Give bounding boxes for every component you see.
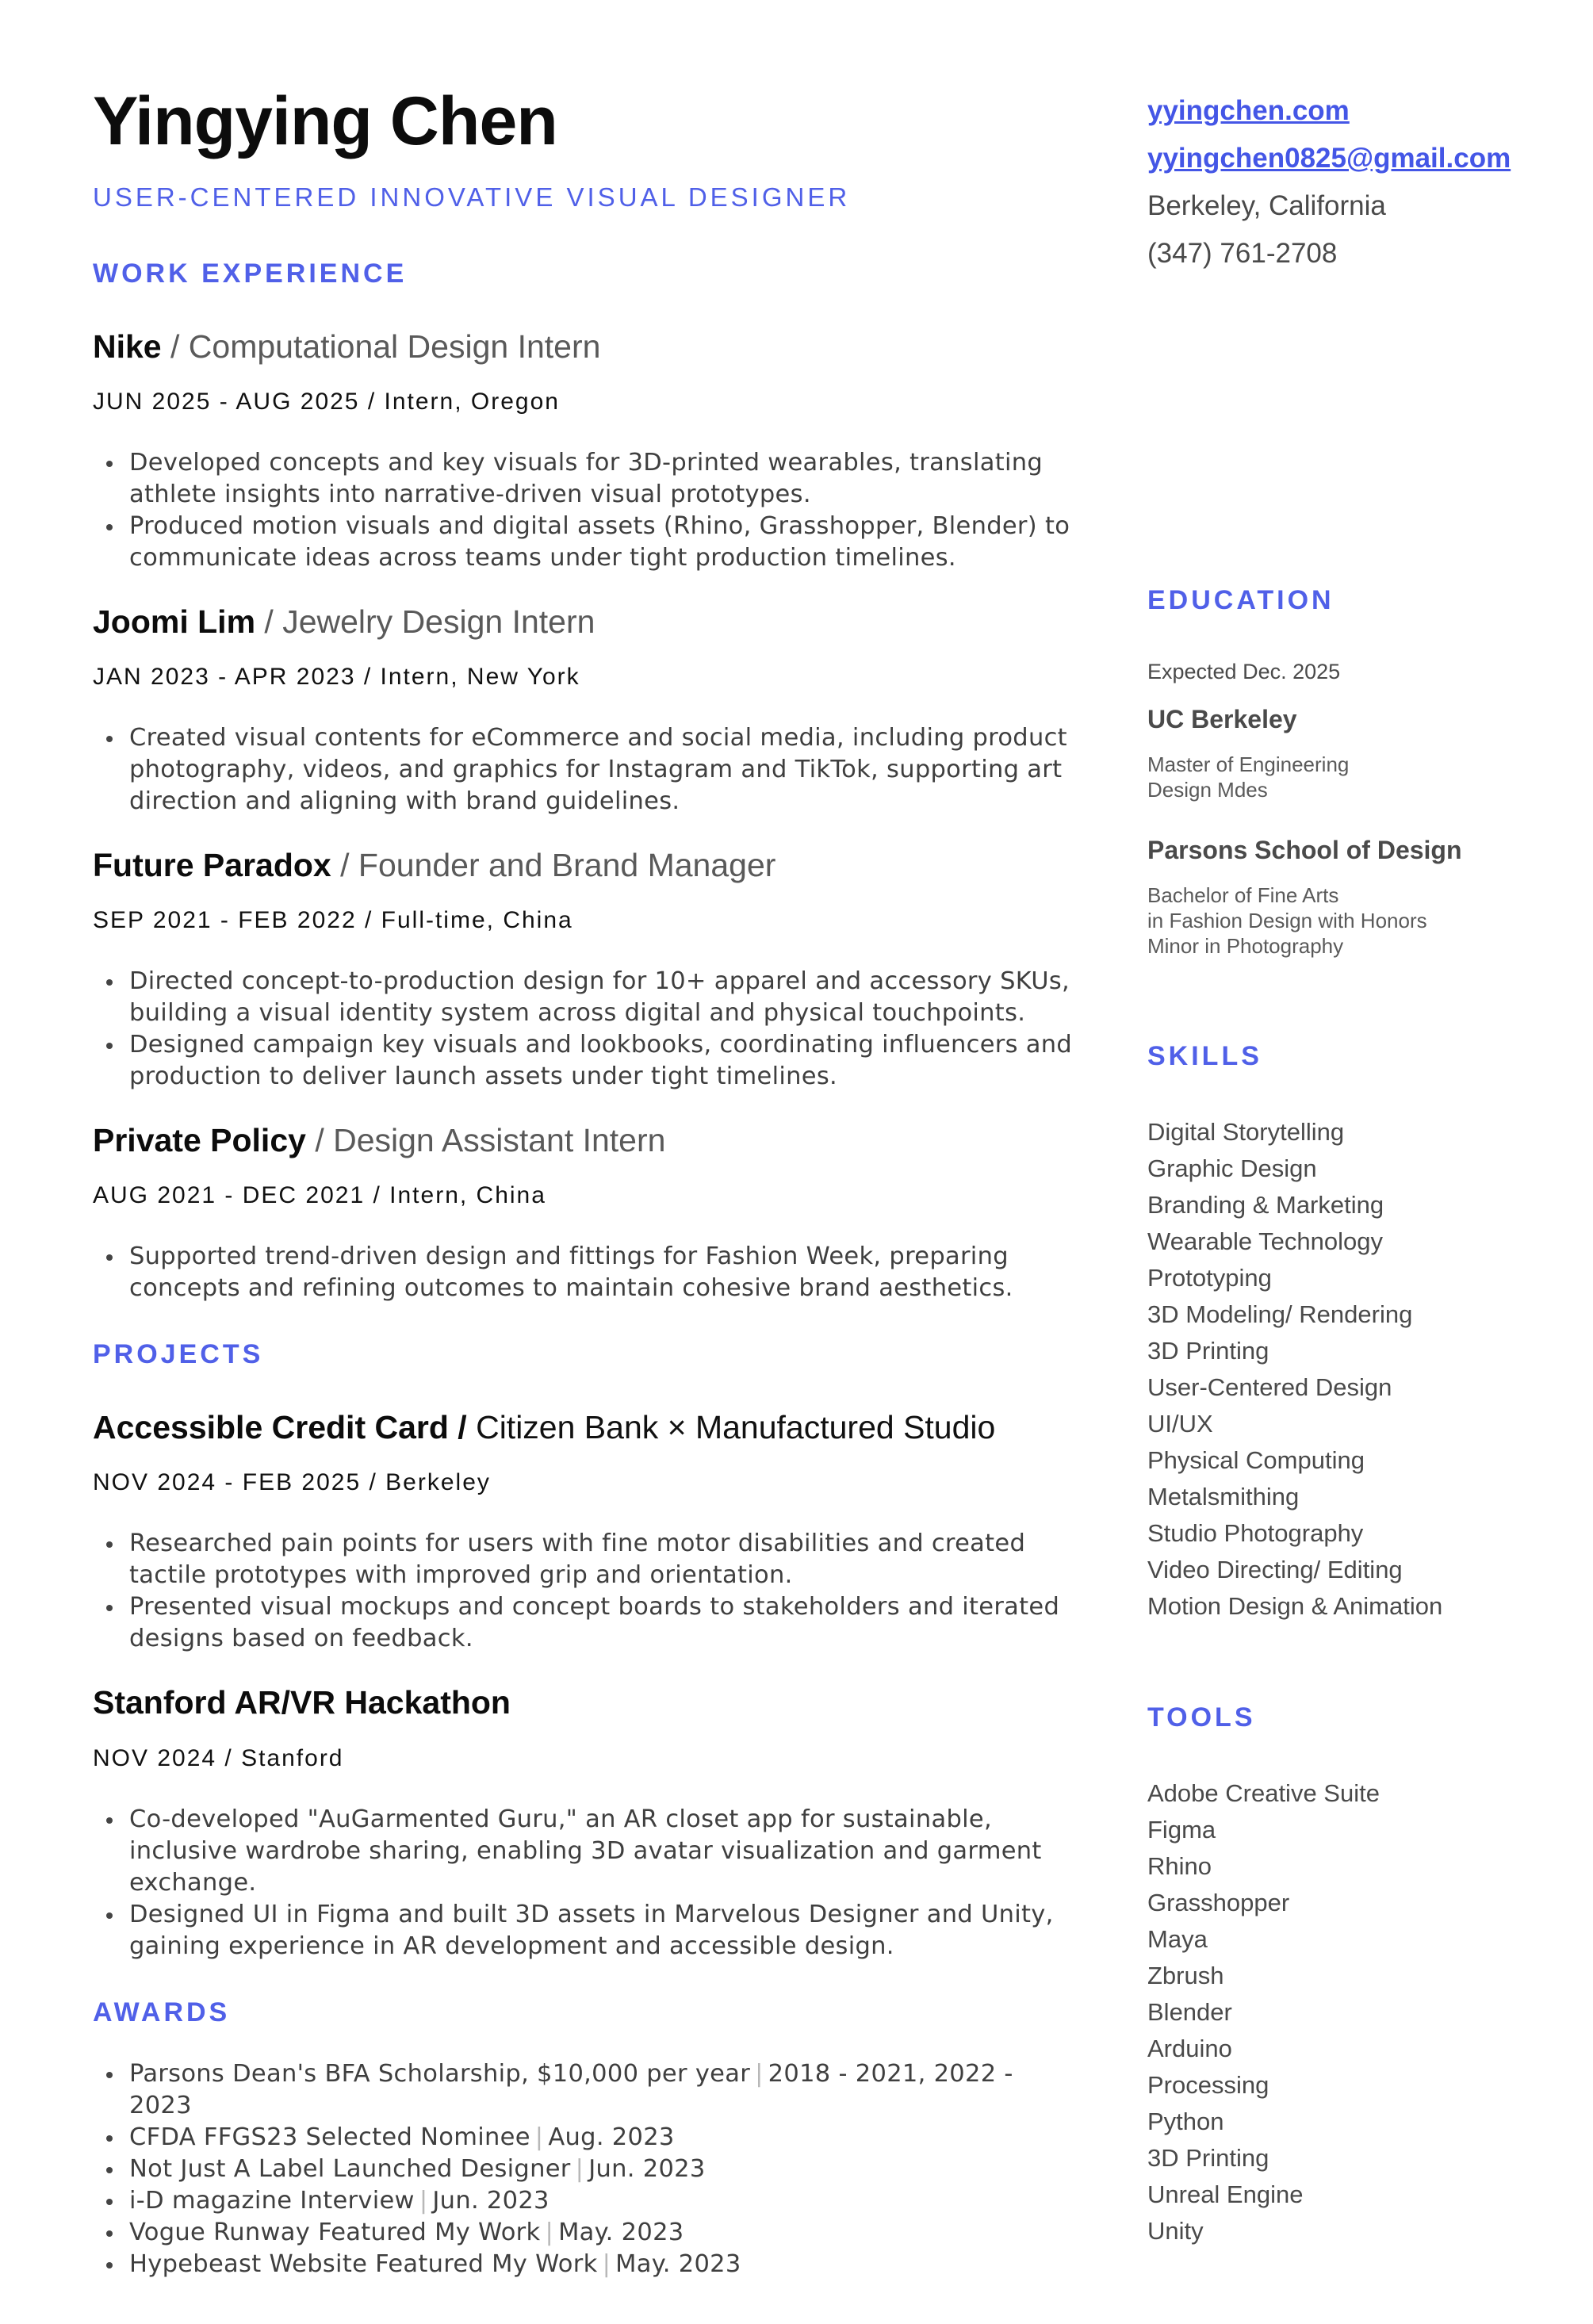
bullet-item: Created visual contents for eCommerce and social media, including product photography, videos, and graphics for Instagram and TikTok, supporting art direction and aligning with brand guidelines. xyxy=(93,722,1076,817)
entry-role: / Founder and Brand Manager xyxy=(331,847,776,884)
tool-item: Grasshopper xyxy=(1147,1889,1290,1916)
award-date: Jun. 2023 xyxy=(432,2186,550,2215)
divider: | xyxy=(534,2123,544,2151)
award-item xyxy=(93,2122,1076,2154)
tool-item: Maya xyxy=(1147,1925,1208,1953)
section-tools: TOOLS xyxy=(1147,1702,1256,1732)
entry-meta: NOV 2024 / Stanford xyxy=(93,1744,344,1771)
award-name: Hypebeast Website Featured My Work xyxy=(129,2249,598,2278)
bullet-item: Presented visual mockups and concept boards to stakeholders and iterated designs based on feedback. xyxy=(93,1591,1076,1655)
skill-item: Branding & Marketing xyxy=(1147,1191,1384,1219)
entry-meta: JUN 2025 - AUG 2025 / Intern, Oregon xyxy=(93,389,560,415)
award-date: Jun. 2023 xyxy=(588,2154,706,2183)
skill-item: Metalsmithing xyxy=(1147,1483,1300,1510)
divider: | xyxy=(755,2059,764,2088)
email-link[interactable]: yyingchen0825@gmail.com xyxy=(1147,143,1511,174)
award-item xyxy=(93,2185,1076,2217)
tool-item: Adobe Creative Suite xyxy=(1147,1779,1380,1807)
work-entry xyxy=(93,1123,1076,1304)
skill-item: 3D Printing xyxy=(1147,1337,1269,1365)
education-block xyxy=(1147,660,1560,959)
section-skills: SKILLS xyxy=(1147,1041,1262,1071)
education-date: Expected Dec. 2025 xyxy=(1147,660,1341,683)
entry-org: Private Policy xyxy=(93,1122,306,1159)
tool-item: Unreal Engine xyxy=(1147,2180,1304,2208)
bullet-item: Developed concepts and key visuals for 3D-printed wearables, translating athlete insights into narrative-driven visual prototypes. xyxy=(93,447,1076,511)
skill-item: Physical Computing xyxy=(1147,1446,1365,1474)
degree-lines xyxy=(1147,752,1560,802)
skill-item: Graphic Design xyxy=(1147,1154,1317,1182)
divider: | xyxy=(602,2249,611,2278)
skill-item: Video Directing/ Editing xyxy=(1147,1556,1403,1583)
tool-item: Rhino xyxy=(1147,1852,1212,1880)
section-work-experience: WORK EXPERIENCE xyxy=(93,258,408,289)
work-entry xyxy=(93,848,1076,1093)
entry-meta: SEP 2021 - FEB 2022 / Full-time, China xyxy=(93,907,573,934)
award-name: i-D magazine Interview xyxy=(129,2186,415,2215)
entry-role: / Computational Design Intern xyxy=(161,328,601,365)
entry-org: Accessible Credit Card / xyxy=(93,1409,467,1446)
degree-line: Bachelor of Fine Arts xyxy=(1147,883,1339,907)
bullet-item: Directed concept-to-production design for 10+ apparel and accessory SKUs, building a visual identity system across digital and physical touchpoints. xyxy=(93,966,1076,1029)
bullet-list xyxy=(93,1804,1076,1962)
degree-lines xyxy=(1147,883,1560,959)
phone: (347) 761-2708 xyxy=(1147,238,1338,269)
entry-org: Stanford AR/VR Hackathon xyxy=(93,1684,511,1721)
entry-heading xyxy=(93,329,1076,365)
skill-item: Motion Design & Animation xyxy=(1147,1592,1443,1620)
bullet-list xyxy=(93,447,1076,574)
skill-item: 3D Modeling/ Rendering xyxy=(1147,1300,1413,1328)
school-name: UC Berkeley xyxy=(1147,705,1297,733)
degree-line: Minor in Photography xyxy=(1147,934,1344,958)
bullet-item: Designed UI in Figma and built 3D assets in Marvelous Designer and Unity, gaining experience in AR development and accessible design. xyxy=(93,1899,1076,1962)
award-item xyxy=(93,2249,1076,2280)
main-column xyxy=(93,83,1076,2280)
skill-item: Prototyping xyxy=(1147,1264,1272,1292)
entry-org: Joomi Lim xyxy=(93,603,256,641)
tool-item: Blender xyxy=(1147,1998,1232,2026)
awards-list xyxy=(93,2058,1076,2280)
tool-item: Zbrush xyxy=(1147,1962,1224,1989)
award-name: Vogue Runway Featured My Work xyxy=(129,2218,541,2246)
tagline: USER-CENTERED INNOVATIVE VISUAL DESIGNER xyxy=(93,182,851,212)
skill-item: Studio Photography xyxy=(1147,1519,1364,1547)
award-item xyxy=(93,2058,1076,2122)
project-entry xyxy=(93,1410,1076,1655)
tool-item: Python xyxy=(1147,2108,1224,2135)
entry-meta: JAN 2023 - APR 2023 / Intern, New York xyxy=(93,664,580,691)
award-name: Not Just A Label Launched Designer xyxy=(129,2154,571,2183)
award-date: 2018 - 2021, 2022 - 2023 xyxy=(129,2059,1013,2119)
award-item xyxy=(93,2217,1076,2249)
website-link[interactable]: yyingchen.com xyxy=(1147,95,1350,126)
entry-role: / Jewelry Design Intern xyxy=(255,603,595,641)
entry-role: / Design Assistant Intern xyxy=(305,1122,666,1159)
entry-meta: AUG 2021 - DEC 2021 / Intern, China xyxy=(93,1182,546,1209)
entry-org: Future Paradox xyxy=(93,847,331,884)
bullet-item: Supported trend-driven design and fittings for Fashion Week, preparing concepts and refining outcomes to maintain cohesive brand aesthetics. xyxy=(93,1241,1076,1304)
tool-item: Figma xyxy=(1147,1816,1216,1844)
skill-item: Digital Storytelling xyxy=(1147,1118,1345,1146)
tool-item: 3D Printing xyxy=(1147,2144,1269,2172)
skill-item: UI/UX xyxy=(1147,1410,1213,1438)
skill-item: Wearable Technology xyxy=(1147,1227,1383,1255)
bullet-list xyxy=(93,966,1076,1093)
degree-line: Design Mdes xyxy=(1147,778,1268,802)
award-name: Parsons Dean's BFA Scholarship, $10,000 per year xyxy=(129,2059,751,2088)
award-date: Aug. 2023 xyxy=(548,2123,675,2151)
contact-block xyxy=(1147,87,1560,278)
degree-line: in Fashion Design with Honors xyxy=(1147,909,1427,932)
bullet-item: Produced motion visuals and digital assets (Rhino, Grasshopper, Blender) to communicate ideas across teams under tight production timelines. xyxy=(93,511,1076,574)
tool-item: Processing xyxy=(1147,2071,1269,2099)
award-item xyxy=(93,2154,1076,2185)
tools-list xyxy=(1147,1775,1576,2249)
divider: | xyxy=(575,2154,584,2183)
bullet-item: Researched pain points for users with fine motor disabilities and created tactile prototypes with improved grip and orientation. xyxy=(93,1528,1076,1591)
bullet-item: Designed campaign key visuals and lookbooks, coordinating influencers and production to deliver launch assets under tight timelines. xyxy=(93,1029,1076,1093)
bullet-list xyxy=(93,1528,1076,1655)
location: Berkeley, California xyxy=(1147,190,1386,221)
tool-item: Unity xyxy=(1147,2217,1204,2245)
project-entry xyxy=(93,1685,1076,1962)
entry-heading xyxy=(93,1123,1076,1158)
entry-org: Nike xyxy=(93,328,162,365)
bullet-list xyxy=(93,1241,1076,1304)
section-awards: AWARDS xyxy=(93,1997,231,2027)
award-date: May. 2023 xyxy=(615,2249,741,2278)
skills-list xyxy=(1147,1114,1576,1625)
skill-item: User-Centered Design xyxy=(1147,1373,1392,1401)
degree-line: Master of Engineering xyxy=(1147,752,1350,776)
section-projects: PROJECTS xyxy=(93,1339,264,1370)
divider: | xyxy=(545,2218,554,2246)
award-date: May. 2023 xyxy=(558,2218,684,2246)
work-entry xyxy=(93,329,1076,574)
tool-item: Arduino xyxy=(1147,2035,1232,2062)
section-education: EDUCATION xyxy=(1147,585,1335,615)
divider: | xyxy=(419,2186,428,2215)
candidate-name: Yingying Chen xyxy=(93,83,557,159)
work-entry xyxy=(93,604,1076,817)
school-name: Parsons School of Design xyxy=(1147,836,1462,864)
bullet-item: Co-developed "AuGarmented Guru," an AR closet app for sustainable, inclusive wardrobe sharing, enabling 3D avatar visualization and garment exchange. xyxy=(93,1804,1076,1899)
award-name: CFDA FFGS23 Selected Nominee xyxy=(129,2123,530,2151)
entry-heading xyxy=(93,848,1076,883)
entry-heading xyxy=(93,1410,1076,1445)
entry-role: Citizen Bank × Manufactured Studio xyxy=(466,1409,996,1446)
entry-heading xyxy=(93,604,1076,640)
bullet-list xyxy=(93,722,1076,817)
entry-heading xyxy=(93,1685,1076,1721)
entry-meta: NOV 2024 - FEB 2025 / Berkeley xyxy=(93,1469,491,1496)
